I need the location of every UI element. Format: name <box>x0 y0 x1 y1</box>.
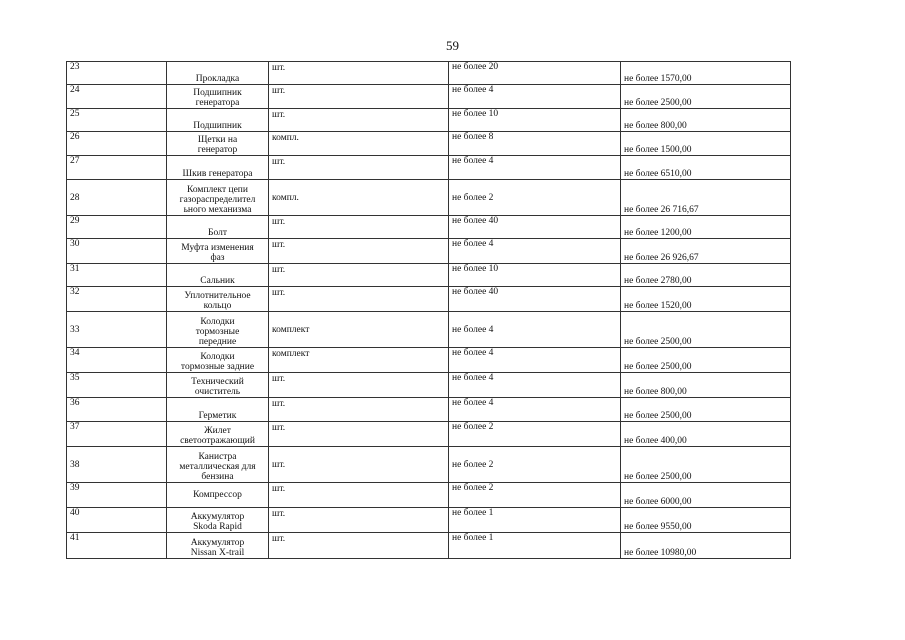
quantity: не более 4 <box>449 85 621 109</box>
row-number: 36 <box>67 398 167 422</box>
item-name <box>167 180 269 216</box>
item-name <box>167 373 269 398</box>
unit-of-measure: шт. <box>269 398 449 422</box>
item-name <box>167 85 269 109</box>
item-name-line: Жилет <box>204 426 231 436</box>
max-price: не более 9550,00 <box>621 508 791 533</box>
row-number: 23 <box>67 62 167 85</box>
max-price: не более 26 716,67 <box>621 180 791 216</box>
unit-of-measure: шт. <box>269 422 449 447</box>
item-name-line: светоотражающий <box>180 436 255 446</box>
item-name-line: металлическая для <box>179 462 256 472</box>
table-row <box>67 447 791 483</box>
item-name-line: Канистра <box>198 452 237 462</box>
table-row <box>67 62 791 85</box>
row-number: 27 <box>67 156 167 180</box>
max-price: не более 1520,00 <box>621 287 791 312</box>
quantity: не более 40 <box>449 287 621 312</box>
item-name-line: Уплотнительное <box>184 291 251 301</box>
unit-of-measure: шт. <box>269 85 449 109</box>
item-name <box>167 62 269 85</box>
unit-of-measure: шт. <box>269 239 449 264</box>
max-price: не более 400,00 <box>621 422 791 447</box>
max-price: не более 10980,00 <box>621 533 791 559</box>
item-name-line: Колодки <box>200 352 235 362</box>
row-number: 34 <box>67 348 167 373</box>
table-row <box>67 85 791 109</box>
item-name-line: Компрессор <box>193 490 242 500</box>
item-name <box>167 483 269 508</box>
item-name-line: Подшипник <box>193 121 242 131</box>
row-number: 40 <box>67 508 167 533</box>
quantity: не более 4 <box>449 312 621 348</box>
item-name-line: Щетки на <box>197 135 238 145</box>
page-number: 59 <box>446 38 459 53</box>
item-name-line: Nissan X-trail <box>190 548 245 558</box>
item-name <box>167 287 269 312</box>
item-name <box>167 422 269 447</box>
table-row <box>67 312 791 348</box>
max-price: не более 1200,00 <box>621 216 791 239</box>
row-number: 30 <box>67 239 167 264</box>
item-name-line: Подшипник <box>193 88 242 98</box>
row-number: 37 <box>67 422 167 447</box>
item-name <box>167 533 269 559</box>
row-number: 25 <box>67 109 167 132</box>
unit-of-measure: шт. <box>269 533 449 559</box>
item-name-line: Болт <box>208 228 227 238</box>
quantity: не более 8 <box>449 132 621 156</box>
spec-table-body <box>67 62 791 559</box>
item-name-line: Технический <box>191 377 244 387</box>
table-row <box>67 287 791 312</box>
item-name-line: фаз <box>210 253 225 263</box>
row-number: 35 <box>67 373 167 398</box>
row-number: 24 <box>67 85 167 109</box>
quantity: не более 1 <box>449 508 621 533</box>
item-name <box>167 132 269 156</box>
quantity: не более 20 <box>449 62 621 85</box>
item-name <box>167 216 269 239</box>
table-row <box>67 239 791 264</box>
item-name <box>167 447 269 483</box>
table-row <box>67 398 791 422</box>
quantity: не более 2 <box>449 180 621 216</box>
max-price: не более 6000,00 <box>621 483 791 508</box>
item-name-line: очиститель <box>194 387 241 397</box>
quantity: не более 10 <box>449 109 621 132</box>
unit-of-measure: компл. <box>269 132 449 156</box>
table-row <box>67 483 791 508</box>
item-name-line: Прокладка <box>195 74 240 84</box>
item-name-line: ьного механизма <box>183 205 252 215</box>
item-name <box>167 348 269 373</box>
item-name <box>167 312 269 348</box>
max-price: не более 1500,00 <box>621 132 791 156</box>
max-price: не более 2500,00 <box>621 348 791 373</box>
quantity: не более 4 <box>449 348 621 373</box>
max-price: не более 2500,00 <box>621 447 791 483</box>
item-name-line: передние <box>198 337 237 347</box>
row-number: 41 <box>67 533 167 559</box>
item-name-line: тормозные <box>195 327 240 337</box>
unit-of-measure: комплект <box>269 348 449 373</box>
item-name-line: Комплект цепи <box>187 185 248 195</box>
unit-of-measure: шт. <box>269 156 449 180</box>
quantity: не более 4 <box>449 239 621 264</box>
max-price: не более 6510,00 <box>621 156 791 180</box>
quantity: не более 2 <box>449 447 621 483</box>
table-row <box>67 216 791 239</box>
item-name <box>167 398 269 422</box>
item-name-line: Аккумулятор <box>190 512 245 522</box>
row-number: 28 <box>67 180 167 216</box>
item-name-line: кольцо <box>203 301 232 311</box>
max-price: не более 800,00 <box>621 109 791 132</box>
unit-of-measure: шт. <box>269 483 449 508</box>
table-row <box>67 422 791 447</box>
item-name-line: Сальник <box>200 276 235 286</box>
item-name-line: газораспределител <box>179 195 256 205</box>
quantity: не более 10 <box>449 264 621 287</box>
row-number: 26 <box>67 132 167 156</box>
row-number: 33 <box>67 312 167 348</box>
item-name <box>167 156 269 180</box>
max-price: не более 2780,00 <box>621 264 791 287</box>
item-name <box>167 508 269 533</box>
table-row <box>67 508 791 533</box>
item-name <box>167 109 269 132</box>
unit-of-measure: шт. <box>269 508 449 533</box>
unit-of-measure: шт. <box>269 264 449 287</box>
max-price: не более 2500,00 <box>621 398 791 422</box>
item-name-line: генератора <box>195 98 240 108</box>
max-price: не более 26 926,67 <box>621 239 791 264</box>
max-price: не более 1570,00 <box>621 62 791 85</box>
unit-of-measure: шт. <box>269 447 449 483</box>
quantity: не более 4 <box>449 398 621 422</box>
row-number: 39 <box>67 483 167 508</box>
item-name-line: тормозные задние <box>180 362 255 372</box>
quantity: не более 1 <box>449 533 621 559</box>
table-row <box>67 264 791 287</box>
max-price: не более 2500,00 <box>621 85 791 109</box>
table-row <box>67 373 791 398</box>
table-row <box>67 109 791 132</box>
table-row <box>67 180 791 216</box>
item-name-line: Муфта изменения <box>181 243 254 253</box>
spec-table <box>66 61 791 559</box>
item-name-line: Герметик <box>198 411 237 421</box>
quantity: не более 2 <box>449 422 621 447</box>
quantity: не более 4 <box>449 156 621 180</box>
unit-of-measure: шт. <box>269 216 449 239</box>
table-row <box>67 533 791 559</box>
row-number: 32 <box>67 287 167 312</box>
unit-of-measure: шт. <box>269 109 449 132</box>
quantity: не более 40 <box>449 216 621 239</box>
quantity: не более 2 <box>449 483 621 508</box>
quantity: не более 4 <box>449 373 621 398</box>
table-row <box>67 156 791 180</box>
table-row <box>67 348 791 373</box>
row-number: 38 <box>67 447 167 483</box>
unit-of-measure: шт. <box>269 287 449 312</box>
unit-of-measure: комплект <box>269 312 449 348</box>
item-name <box>167 264 269 287</box>
item-name-line: Шкив генератора <box>182 169 253 179</box>
item-name-line: генератор <box>197 145 238 155</box>
row-number: 31 <box>67 264 167 287</box>
item-name <box>167 239 269 264</box>
max-price: не более 2500,00 <box>621 312 791 348</box>
item-name-line: бензина <box>201 472 234 482</box>
item-name-line: Skoda Rapid <box>193 522 242 532</box>
unit-of-measure: компл. <box>269 180 449 216</box>
table-row <box>67 132 791 156</box>
item-name-line: Аккумулятор <box>190 538 245 548</box>
row-number: 29 <box>67 216 167 239</box>
unit-of-measure: шт. <box>269 373 449 398</box>
max-price: не более 800,00 <box>621 373 791 398</box>
unit-of-measure: шт. <box>269 62 449 85</box>
item-name-line: Колодки <box>200 317 235 327</box>
